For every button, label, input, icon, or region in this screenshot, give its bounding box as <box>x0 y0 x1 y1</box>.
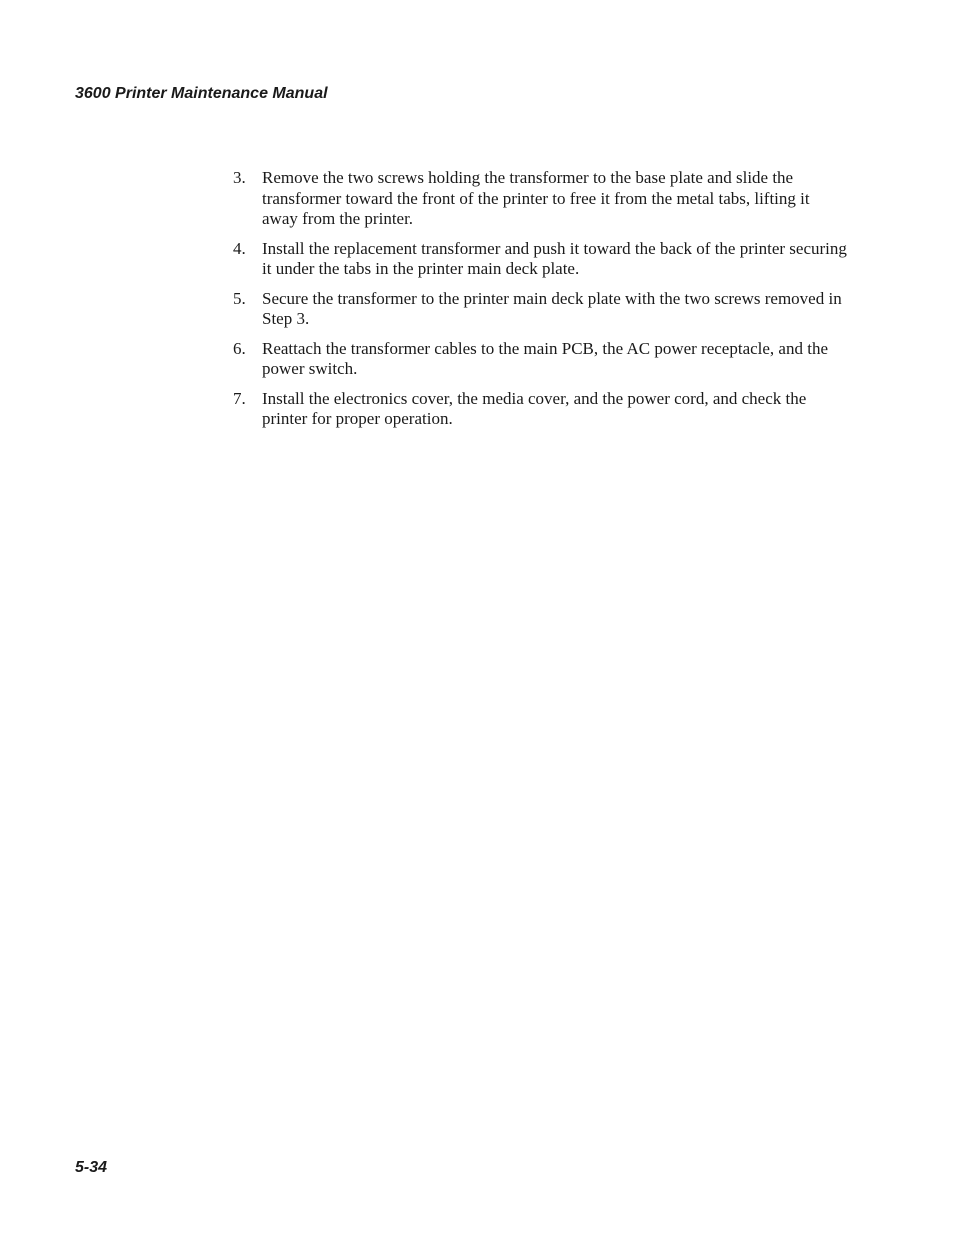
page-number: 5-34 <box>75 1159 108 1176</box>
step-number: 4. <box>233 238 246 258</box>
procedure-steps <box>233 168 848 439</box>
step-number: 6. <box>233 338 246 358</box>
step-item <box>233 389 848 430</box>
step-item <box>233 168 848 230</box>
step-text: Install the replacement transformer and push it toward the back of the printer securing it under the tabs in the printer main deck plate. <box>262 238 847 278</box>
step-text: Install the electronics cover, the media cover, and the power cord, and check the printer for proper operation. <box>262 388 807 428</box>
step-item <box>233 339 848 380</box>
step-number: 7. <box>233 388 246 408</box>
step-item <box>233 239 848 280</box>
step-text: Remove the two screws holding the transformer to the base plate and slide the transformer toward the front of the printer to free it from the metal tabs, lifting it away from the printer. <box>262 168 810 228</box>
step-text: Reattach the transformer cables to the main PCB, the AC power receptacle, and the power switch. <box>262 338 828 378</box>
running-header: 3600 Printer Maintenance Manual <box>75 85 328 102</box>
step-number: 3. <box>233 168 246 187</box>
step-number: 5. <box>233 288 246 308</box>
step-text: Secure the transformer to the printer main deck plate with the two screws removed in Step 3. <box>262 288 842 328</box>
step-item <box>233 289 848 330</box>
